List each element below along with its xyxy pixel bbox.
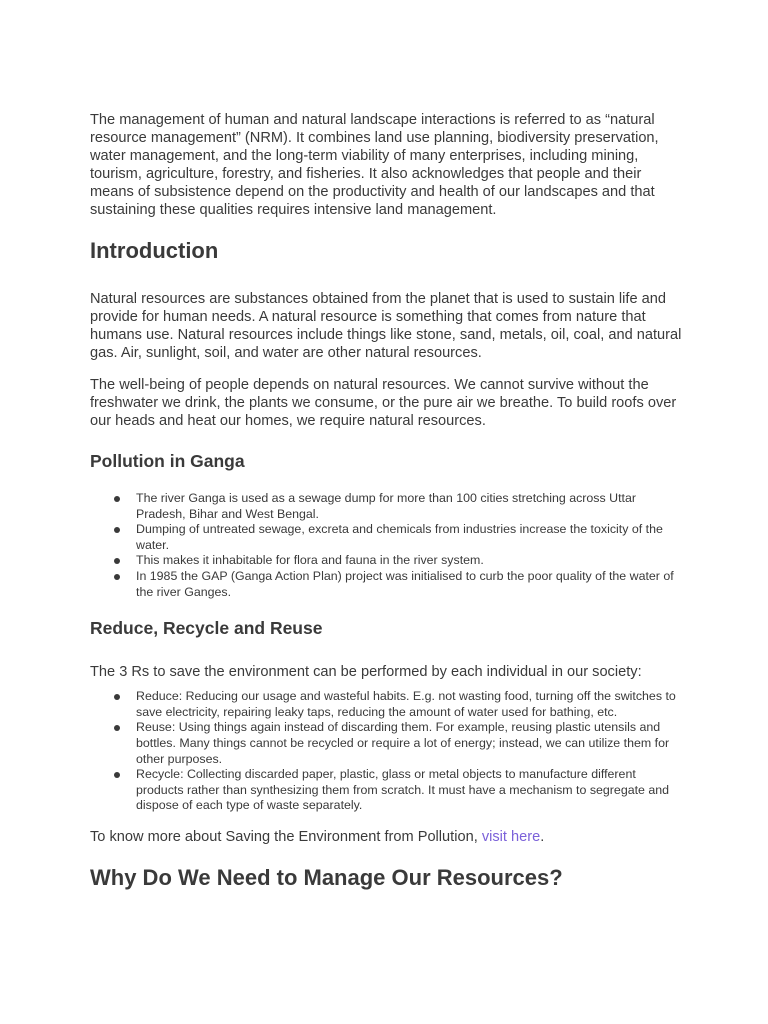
visit-here-link[interactable]: visit here xyxy=(481,828,541,845)
list-item-text: The river Ganga is used as a sewage dump for more than 100 cities stretching across Uttar Pradesh, Bihar and West Bengal. xyxy=(136,491,636,521)
reduce-recycle-reuse-heading: Reduce, Recycle and Reuse xyxy=(90,618,323,639)
know-more-paragraph xyxy=(90,828,686,846)
bullet-icon xyxy=(114,725,120,731)
list-item xyxy=(136,569,686,600)
ganga-list xyxy=(90,491,686,600)
list-item-text: Recycle: Collecting discarded paper, plastic, glass or metal objects to manufacture different products rather than synthesizing them from scratch. It must have a mechanism to segregate and dispose of each type of waste separately. xyxy=(136,767,670,813)
ganga-heading: Pollution in Ganga xyxy=(90,451,245,471)
list-item-text: This makes it inhabitable for flora and fauna in the river system. xyxy=(136,553,484,568)
bullet-icon xyxy=(114,694,120,700)
three-rs-intro: The 3 Rs to save the environment can be performed by each individual in our society: xyxy=(90,664,642,681)
bullet-icon xyxy=(114,496,120,502)
document-body xyxy=(90,111,686,891)
why-manage-heading: Why Do We Need to Manage Our Resources? xyxy=(90,864,563,890)
introduction-heading: Introduction xyxy=(90,238,219,263)
list-item-text: Reduce: Reducing our usage and wasteful habits. E.g. not wasting food, turning off the switches to save electricity, repairing leaky taps, reducing the amount of water used for bathing, etc. xyxy=(136,689,676,719)
know-more-end: . xyxy=(540,828,545,845)
list-item xyxy=(136,720,686,767)
list-item-text: In 1985 the GAP (Ganga Action Plan) project was initialised to curb the poor quality of the water of the river Ganges. xyxy=(136,568,674,599)
bullet-icon xyxy=(114,527,120,533)
list-item xyxy=(136,689,686,720)
list-item xyxy=(136,491,686,522)
bullet-icon xyxy=(114,772,120,778)
know-more-text: To know more about Saving the Environment from Pollution, xyxy=(90,828,482,845)
bullet-icon xyxy=(114,574,120,580)
list-item-text: Reuse: Using things again instead of discarding them. For example, reusing plastic utensils and bottles. Many things cannot be recycled or require a lot of energy; instead, we can utilize them for other purposes. xyxy=(136,720,670,766)
well-being-paragraph: The well-being of people depends on natural resources. We cannot survive without the freshwater we drink, the plants we consume, or the pure air we breathe. To build roofs over our heads and heat our homes, we require natural resources. xyxy=(90,377,677,429)
list-item xyxy=(136,767,686,814)
three-rs-list xyxy=(90,689,686,814)
list-item-text: Dumping of untreated sewage, excreta and chemicals from industries increase the toxicity of the water. xyxy=(136,522,663,552)
list-item xyxy=(136,553,686,569)
bullet-icon xyxy=(114,558,120,564)
intro-paragraph: The management of human and natural landscape interactions is referred to as “natural resource management” (NRM). It combines land use planning, biodiversity preservation, water management, and the long-term viability of many enterprises, including mining, tourism, agriculture, forestry, and fisheries. It also acknowledges that people and their means of subsistence depend on the productivity and health of our landscapes and that sustaining these qualities requires intensive land management. xyxy=(90,112,659,218)
natural-resources-paragraph: Natural resources are substances obtained from the planet that is used to sustain life and provide for human needs. A natural resource is something that comes from nature that humans use. Natural resources include things like stone, sand, metals, oil, coal, and natural gas. Air, sunlight, soil, and water are other natural resources. xyxy=(90,291,682,361)
list-item xyxy=(136,522,686,553)
